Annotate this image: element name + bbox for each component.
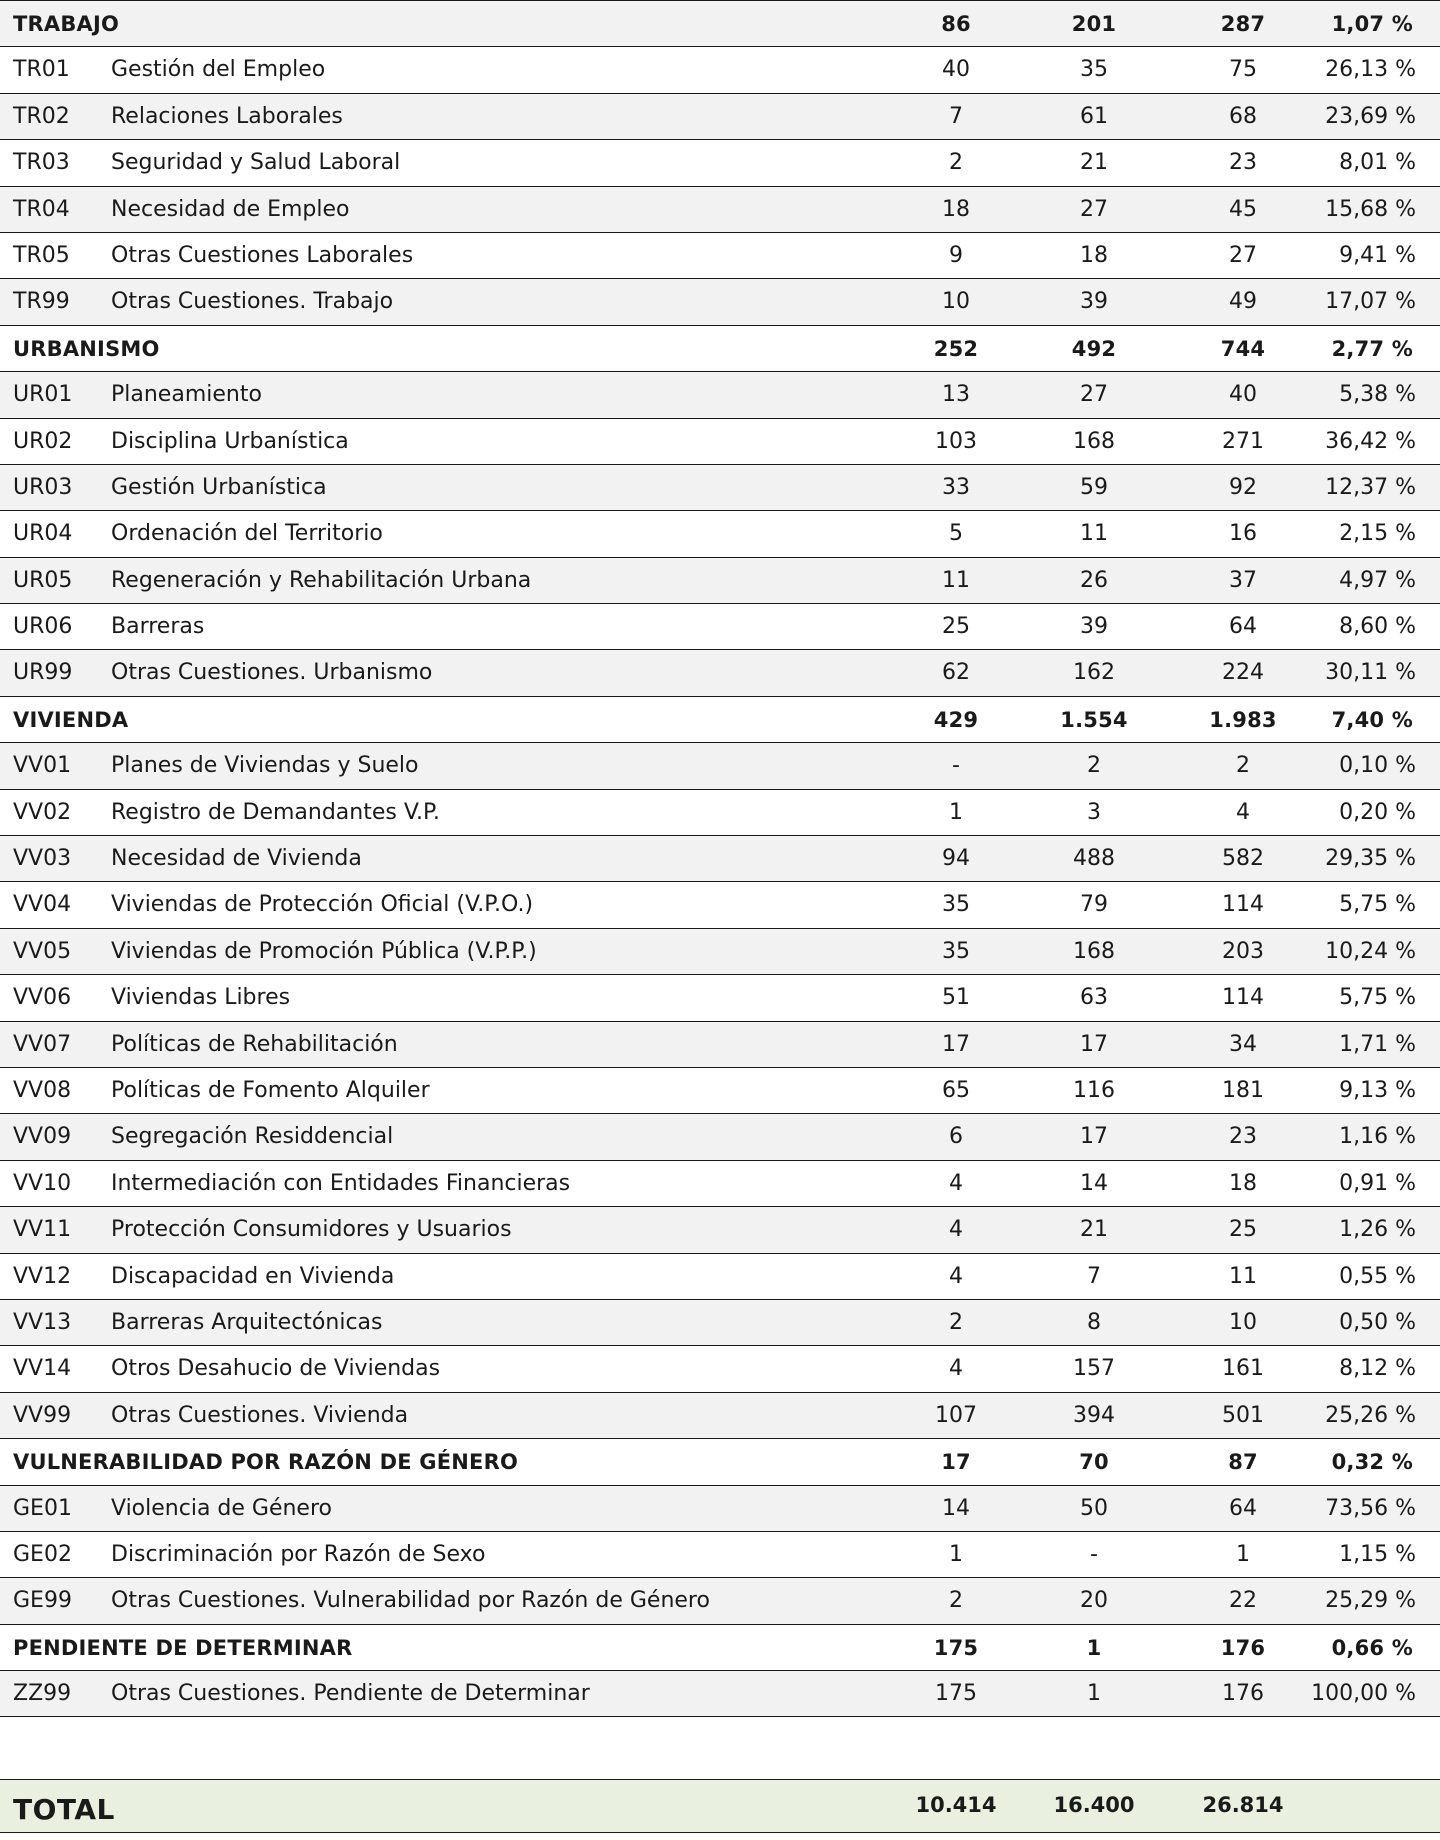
- percent-cell: 1,71 %: [1339, 1031, 1416, 1057]
- total-count-cell: 49: [1229, 289, 1257, 315]
- name-cell: Relaciones Laborales: [111, 103, 343, 129]
- men-count-cell: 17: [941, 1450, 971, 1475]
- name-cell: Regeneración y Rehabilitación Urbana: [111, 567, 532, 593]
- percent-cell: 5,38 %: [1339, 382, 1416, 408]
- total-count-cell: 176: [1220, 1635, 1266, 1660]
- women-count-cell: 3: [1087, 799, 1101, 825]
- men-count-cell: 4: [949, 1217, 963, 1243]
- code-cell: UR02: [13, 428, 73, 454]
- percent-cell: 29,35 %: [1325, 846, 1416, 872]
- name-cell: Otras Cuestiones. Trabajo: [111, 289, 394, 315]
- name-cell: Otras Cuestiones. Vivienda: [111, 1402, 409, 1428]
- women-count-cell: 17: [1080, 1031, 1108, 1057]
- table-row: [0, 465, 1440, 511]
- women-count-cell: 70: [1079, 1450, 1109, 1475]
- name-cell: Otras Cuestiones Laborales: [111, 242, 414, 268]
- percent-cell: 0,20 %: [1339, 799, 1416, 825]
- women-count-cell: 168: [1073, 428, 1115, 454]
- men-count-cell: 6: [949, 1124, 963, 1150]
- name-cell: Otras Cuestiones. Pendiente de Determinar: [111, 1681, 590, 1707]
- table-row: [0, 1393, 1440, 1439]
- code-cell: TR05: [13, 242, 70, 268]
- name-cell: Seguridad y Salud Laboral: [111, 150, 401, 176]
- men-count-cell: 1: [949, 799, 963, 825]
- table-row: [0, 140, 1440, 186]
- total-count-cell: 501: [1222, 1402, 1264, 1428]
- women-count-cell: 7: [1087, 1263, 1101, 1289]
- name-cell: Violencia de Género: [111, 1495, 332, 1521]
- women-count-cell: 27: [1080, 196, 1108, 222]
- total-count-cell: 34: [1229, 1031, 1257, 1057]
- code-cell: VV07: [13, 1031, 72, 1057]
- total-count-cell: 203: [1222, 938, 1264, 964]
- total-row: [0, 1779, 1440, 1833]
- code-cell: TR04: [13, 196, 70, 222]
- men-count-cell: 18: [942, 196, 970, 222]
- total-count-cell: 1: [1236, 1541, 1250, 1567]
- men-count-cell: 40: [942, 57, 970, 83]
- table-row: [0, 836, 1440, 882]
- men-count-cell: 35: [942, 938, 970, 964]
- table-row: [0, 1486, 1440, 1532]
- women-count-cell: 488: [1073, 846, 1115, 872]
- women-count-cell: 1: [1087, 1681, 1101, 1707]
- table-row: [0, 1022, 1440, 1068]
- name-cell: Barreras Arquitectónicas: [111, 1309, 383, 1335]
- total-count-cell: 271: [1222, 428, 1264, 454]
- women-count-cell: 168: [1073, 938, 1115, 964]
- women-count-cell: 63: [1080, 985, 1108, 1011]
- men-count-cell: 1: [949, 1541, 963, 1567]
- men-count-cell: 4: [949, 1263, 963, 1289]
- women-count-cell: -: [1090, 1541, 1098, 1567]
- code-cell: VV05: [13, 938, 72, 964]
- code-cell: UR01: [13, 382, 73, 408]
- percent-cell: 23,69 %: [1325, 103, 1416, 129]
- code-cell: VV03: [13, 846, 72, 872]
- total-count-cell: 2: [1236, 753, 1250, 779]
- name-cell: Planes de Viviendas y Suelo: [111, 753, 419, 779]
- code-cell: UR05: [13, 567, 73, 593]
- group-name-cell: URBANISMO: [13, 336, 160, 361]
- name-cell: Gestión del Empleo: [111, 57, 326, 83]
- table-row: [0, 975, 1440, 1021]
- total-sum: 26.814: [1202, 1793, 1284, 1817]
- code-cell: VV13: [13, 1309, 72, 1335]
- percent-cell: 5,75 %: [1339, 985, 1416, 1011]
- name-cell: Viviendas Libres: [111, 985, 291, 1011]
- women-count-cell: 394: [1073, 1402, 1115, 1428]
- women-count-cell: 79: [1080, 892, 1108, 918]
- group-row: [0, 326, 1440, 372]
- men-count-cell: 4: [949, 1170, 963, 1196]
- table-row: [0, 94, 1440, 140]
- men-count-cell: 33: [942, 474, 970, 500]
- percent-cell: 1,26 %: [1339, 1217, 1416, 1243]
- total-count-cell: 18: [1229, 1170, 1257, 1196]
- men-count-cell: 7: [949, 103, 963, 129]
- women-count-cell: 20: [1080, 1588, 1108, 1614]
- name-cell: Gestión Urbanística: [111, 474, 327, 500]
- total-count-cell: 1.983: [1209, 707, 1277, 732]
- total-count-cell: 68: [1229, 103, 1257, 129]
- men-count-cell: 11: [942, 567, 970, 593]
- code-cell: TR03: [13, 150, 70, 176]
- women-count-cell: 59: [1080, 474, 1108, 500]
- women-count-cell: 492: [1071, 336, 1117, 361]
- women-count-cell: 18: [1080, 242, 1108, 268]
- total-count-cell: 16: [1229, 521, 1257, 547]
- table-row: [0, 650, 1440, 696]
- men-count-cell: 17: [942, 1031, 970, 1057]
- table-row: [0, 47, 1440, 93]
- total-count-cell: 23: [1229, 150, 1257, 176]
- women-count-cell: 201: [1071, 12, 1117, 36]
- men-count-cell: 13: [942, 382, 970, 408]
- group-row: [0, 697, 1440, 743]
- total-count-cell: 23: [1229, 1124, 1257, 1150]
- name-cell: Planeamiento: [111, 382, 262, 408]
- table-row: [0, 743, 1440, 789]
- percent-cell: 1,07 %: [1331, 12, 1413, 36]
- women-count-cell: 39: [1080, 289, 1108, 315]
- total-count-cell: 92: [1229, 474, 1257, 500]
- table-row: [0, 1578, 1440, 1624]
- total-count-cell: 64: [1229, 614, 1257, 640]
- percent-cell: 17,07 %: [1325, 289, 1416, 315]
- total-label: TOTAL: [13, 1793, 115, 1826]
- table-row: [0, 790, 1440, 836]
- total-count-cell: 11: [1229, 1263, 1257, 1289]
- total-count-cell: 45: [1229, 196, 1257, 222]
- men-count-cell: 35: [942, 892, 970, 918]
- percent-cell: 2,15 %: [1339, 521, 1416, 547]
- table-row: [0, 558, 1440, 604]
- women-count-cell: 14: [1080, 1170, 1108, 1196]
- percent-cell: 30,11 %: [1325, 660, 1416, 686]
- group-name-cell: VIVIENDA: [13, 707, 129, 732]
- code-cell: VV04: [13, 892, 72, 918]
- total-count-cell: 22: [1229, 1588, 1257, 1614]
- men-count-cell: 175: [935, 1681, 977, 1707]
- women-count-cell: 1.554: [1060, 707, 1128, 732]
- code-cell: ZZ99: [13, 1681, 72, 1707]
- men-count-cell: -: [952, 753, 960, 779]
- name-cell: Segregación Residdencial: [111, 1124, 394, 1150]
- table-row: [0, 1346, 1440, 1392]
- percent-cell: 10,24 %: [1325, 938, 1416, 964]
- table-row: [0, 1671, 1440, 1717]
- percent-cell: 36,42 %: [1325, 428, 1416, 454]
- women-count-cell: 8: [1087, 1309, 1101, 1335]
- name-cell: Viviendas de Protección Oficial (V.P.O.): [111, 892, 534, 918]
- code-cell: VV09: [13, 1124, 72, 1150]
- code-cell: UR06: [13, 614, 73, 640]
- name-cell: Políticas de Rehabilitación: [111, 1031, 398, 1057]
- group-name-cell: PENDIENTE DE DETERMINAR: [13, 1635, 353, 1660]
- percent-cell: 1,16 %: [1339, 1124, 1416, 1150]
- name-cell: Protección Consumidores y Usuarios: [111, 1217, 512, 1243]
- code-cell: GE99: [13, 1588, 72, 1614]
- men-count-cell: 429: [933, 707, 979, 732]
- men-count-cell: 94: [942, 846, 970, 872]
- men-count-cell: 5: [949, 521, 963, 547]
- men-count-cell: 10: [942, 289, 970, 315]
- total-count-cell: 114: [1222, 892, 1264, 918]
- total-count-cell: 582: [1222, 846, 1264, 872]
- code-cell: VV08: [13, 1077, 72, 1103]
- percent-cell: 0,50 %: [1339, 1309, 1416, 1335]
- women-count-cell: 116: [1073, 1077, 1115, 1103]
- table-row: [0, 1207, 1440, 1253]
- name-cell: Intermediación con Entidades Financieras: [111, 1170, 571, 1196]
- total-count-cell: 10: [1229, 1309, 1257, 1335]
- total-count-cell: 744: [1220, 336, 1266, 361]
- group-row: [0, 1439, 1440, 1485]
- women-count-cell: 21: [1080, 150, 1108, 176]
- men-count-cell: 2: [949, 1588, 963, 1614]
- men-count-cell: 86: [941, 12, 971, 36]
- total-count-cell: 64: [1229, 1495, 1257, 1521]
- total-count-cell: 75: [1229, 57, 1257, 83]
- table-row: [0, 1254, 1440, 1300]
- code-cell: GE01: [13, 1495, 72, 1521]
- men-count-cell: 65: [942, 1077, 970, 1103]
- total-count-cell: 181: [1222, 1077, 1264, 1103]
- code-cell: TR99: [13, 289, 70, 315]
- percent-cell: 0,55 %: [1339, 1263, 1416, 1289]
- group-name-cell: TRABAJO: [13, 12, 120, 36]
- code-cell: TR02: [13, 103, 70, 129]
- percent-cell: 12,37 %: [1325, 474, 1416, 500]
- name-cell: Ordenación del Territorio: [111, 521, 383, 547]
- code-cell: UR03: [13, 474, 73, 500]
- table-row: [0, 882, 1440, 928]
- women-count-cell: 2: [1087, 753, 1101, 779]
- percent-cell: 9,41 %: [1339, 242, 1416, 268]
- percent-cell: 4,97 %: [1339, 567, 1416, 593]
- code-cell: VV10: [13, 1170, 72, 1196]
- total-count-cell: 37: [1229, 567, 1257, 593]
- code-cell: GE02: [13, 1541, 72, 1567]
- women-count-cell: 21: [1080, 1217, 1108, 1243]
- men-count-cell: 107: [935, 1402, 977, 1428]
- name-cell: Registro de Demandantes V.P.: [111, 799, 440, 825]
- percent-cell: 8,01 %: [1339, 150, 1416, 176]
- table-row: [0, 1161, 1440, 1207]
- men-count-cell: 51: [942, 985, 970, 1011]
- total-count-cell: 161: [1222, 1356, 1264, 1382]
- code-cell: UR04: [13, 521, 73, 547]
- name-cell: Otras Cuestiones. Urbanismo: [111, 660, 433, 686]
- percent-cell: 5,75 %: [1339, 892, 1416, 918]
- percent-cell: 100,00 %: [1311, 1681, 1416, 1707]
- percent-cell: 73,56 %: [1325, 1495, 1416, 1521]
- code-cell: VV01: [13, 753, 72, 779]
- percent-cell: 25,29 %: [1325, 1588, 1416, 1614]
- table-row: [0, 1114, 1440, 1160]
- total-count-cell: 114: [1222, 985, 1264, 1011]
- women-count-cell: 11: [1080, 521, 1108, 547]
- men-count-cell: 25: [942, 614, 970, 640]
- code-cell: VV02: [13, 799, 72, 825]
- percent-cell: 8,12 %: [1339, 1356, 1416, 1382]
- table-row: [0, 419, 1440, 465]
- code-cell: VV14: [13, 1356, 72, 1382]
- code-cell: TR01: [13, 57, 70, 83]
- name-cell: Discapacidad en Vivienda: [111, 1263, 395, 1289]
- name-cell: Viviendas de Promoción Pública (V.P.P.): [111, 938, 537, 964]
- women-count-cell: 17: [1080, 1124, 1108, 1150]
- percent-cell: 8,60 %: [1339, 614, 1416, 640]
- group-row: [0, 1625, 1440, 1671]
- code-cell: VV99: [13, 1402, 72, 1428]
- table-row: [0, 279, 1440, 325]
- total-count-cell: 25: [1229, 1217, 1257, 1243]
- men-count-cell: 62: [942, 660, 970, 686]
- table-row: [0, 929, 1440, 975]
- table-row: [0, 1532, 1440, 1578]
- total-count-cell: 287: [1220, 12, 1266, 36]
- percent-cell: 0,32 %: [1331, 1450, 1413, 1475]
- group-row: [0, 1, 1440, 47]
- total-count-cell: 224: [1222, 660, 1264, 686]
- percent-cell: 0,66 %: [1331, 1635, 1413, 1660]
- table-row: [0, 1300, 1440, 1346]
- women-count-cell: 35: [1080, 57, 1108, 83]
- table-row: [0, 511, 1440, 557]
- total-men: 10.414: [915, 1793, 997, 1817]
- group-name-cell: VULNERABILIDAD POR RAZÓN DE GÉNERO: [13, 1450, 518, 1475]
- men-count-cell: 2: [949, 1309, 963, 1335]
- percent-cell: 9,13 %: [1339, 1077, 1416, 1103]
- women-count-cell: 162: [1073, 660, 1115, 686]
- total-count-cell: 4: [1236, 799, 1250, 825]
- table-row: [0, 233, 1440, 279]
- total-women: 16.400: [1053, 1793, 1135, 1817]
- percent-cell: 25,26 %: [1325, 1402, 1416, 1428]
- men-count-cell: 2: [949, 150, 963, 176]
- percent-cell: 2,77 %: [1331, 336, 1413, 361]
- men-count-cell: 9: [949, 242, 963, 268]
- women-count-cell: 50: [1080, 1495, 1108, 1521]
- name-cell: Barreras: [111, 614, 205, 640]
- table-row: [0, 604, 1440, 650]
- table-row: [0, 1068, 1440, 1114]
- total-count-cell: 40: [1229, 382, 1257, 408]
- percent-cell: 15,68 %: [1325, 196, 1416, 222]
- name-cell: Necesidad de Vivienda: [111, 846, 362, 872]
- name-cell: Políticas de Fomento Alquiler: [111, 1077, 430, 1103]
- women-count-cell: 61: [1080, 103, 1108, 129]
- total-count-cell: 27: [1229, 242, 1257, 268]
- women-count-cell: 26: [1080, 567, 1108, 593]
- total-count-cell: 87: [1228, 1450, 1258, 1475]
- men-count-cell: 103: [935, 428, 977, 454]
- code-cell: VV12: [13, 1263, 72, 1289]
- table-row: [0, 187, 1440, 233]
- women-count-cell: 1: [1086, 1635, 1102, 1660]
- name-cell: Otras Cuestiones. Vulnerabilidad por Razón de Género: [111, 1588, 710, 1614]
- percent-cell: 0,10 %: [1339, 753, 1416, 779]
- men-count-cell: 14: [942, 1495, 970, 1521]
- code-cell: UR99: [13, 660, 73, 686]
- percent-cell: 0,91 %: [1339, 1170, 1416, 1196]
- total-count-cell: 176: [1222, 1681, 1264, 1707]
- code-cell: VV06: [13, 985, 72, 1011]
- men-count-cell: 175: [933, 1635, 979, 1660]
- women-count-cell: 39: [1080, 614, 1108, 640]
- name-cell: Disciplina Urbanística: [111, 428, 349, 454]
- table-row: [0, 372, 1440, 418]
- percent-cell: 1,15 %: [1339, 1541, 1416, 1567]
- percent-cell: 7,40 %: [1331, 707, 1413, 732]
- name-cell: Discriminación por Razón de Sexo: [111, 1541, 486, 1567]
- men-count-cell: 252: [933, 336, 979, 361]
- men-count-cell: 4: [949, 1356, 963, 1382]
- women-count-cell: 27: [1080, 382, 1108, 408]
- code-cell: VV11: [13, 1217, 72, 1243]
- women-count-cell: 157: [1073, 1356, 1115, 1382]
- name-cell: Necesidad de Empleo: [111, 196, 350, 222]
- percent-cell: 26,13 %: [1325, 57, 1416, 83]
- name-cell: Otros Desahucio de Viviendas: [111, 1356, 441, 1382]
